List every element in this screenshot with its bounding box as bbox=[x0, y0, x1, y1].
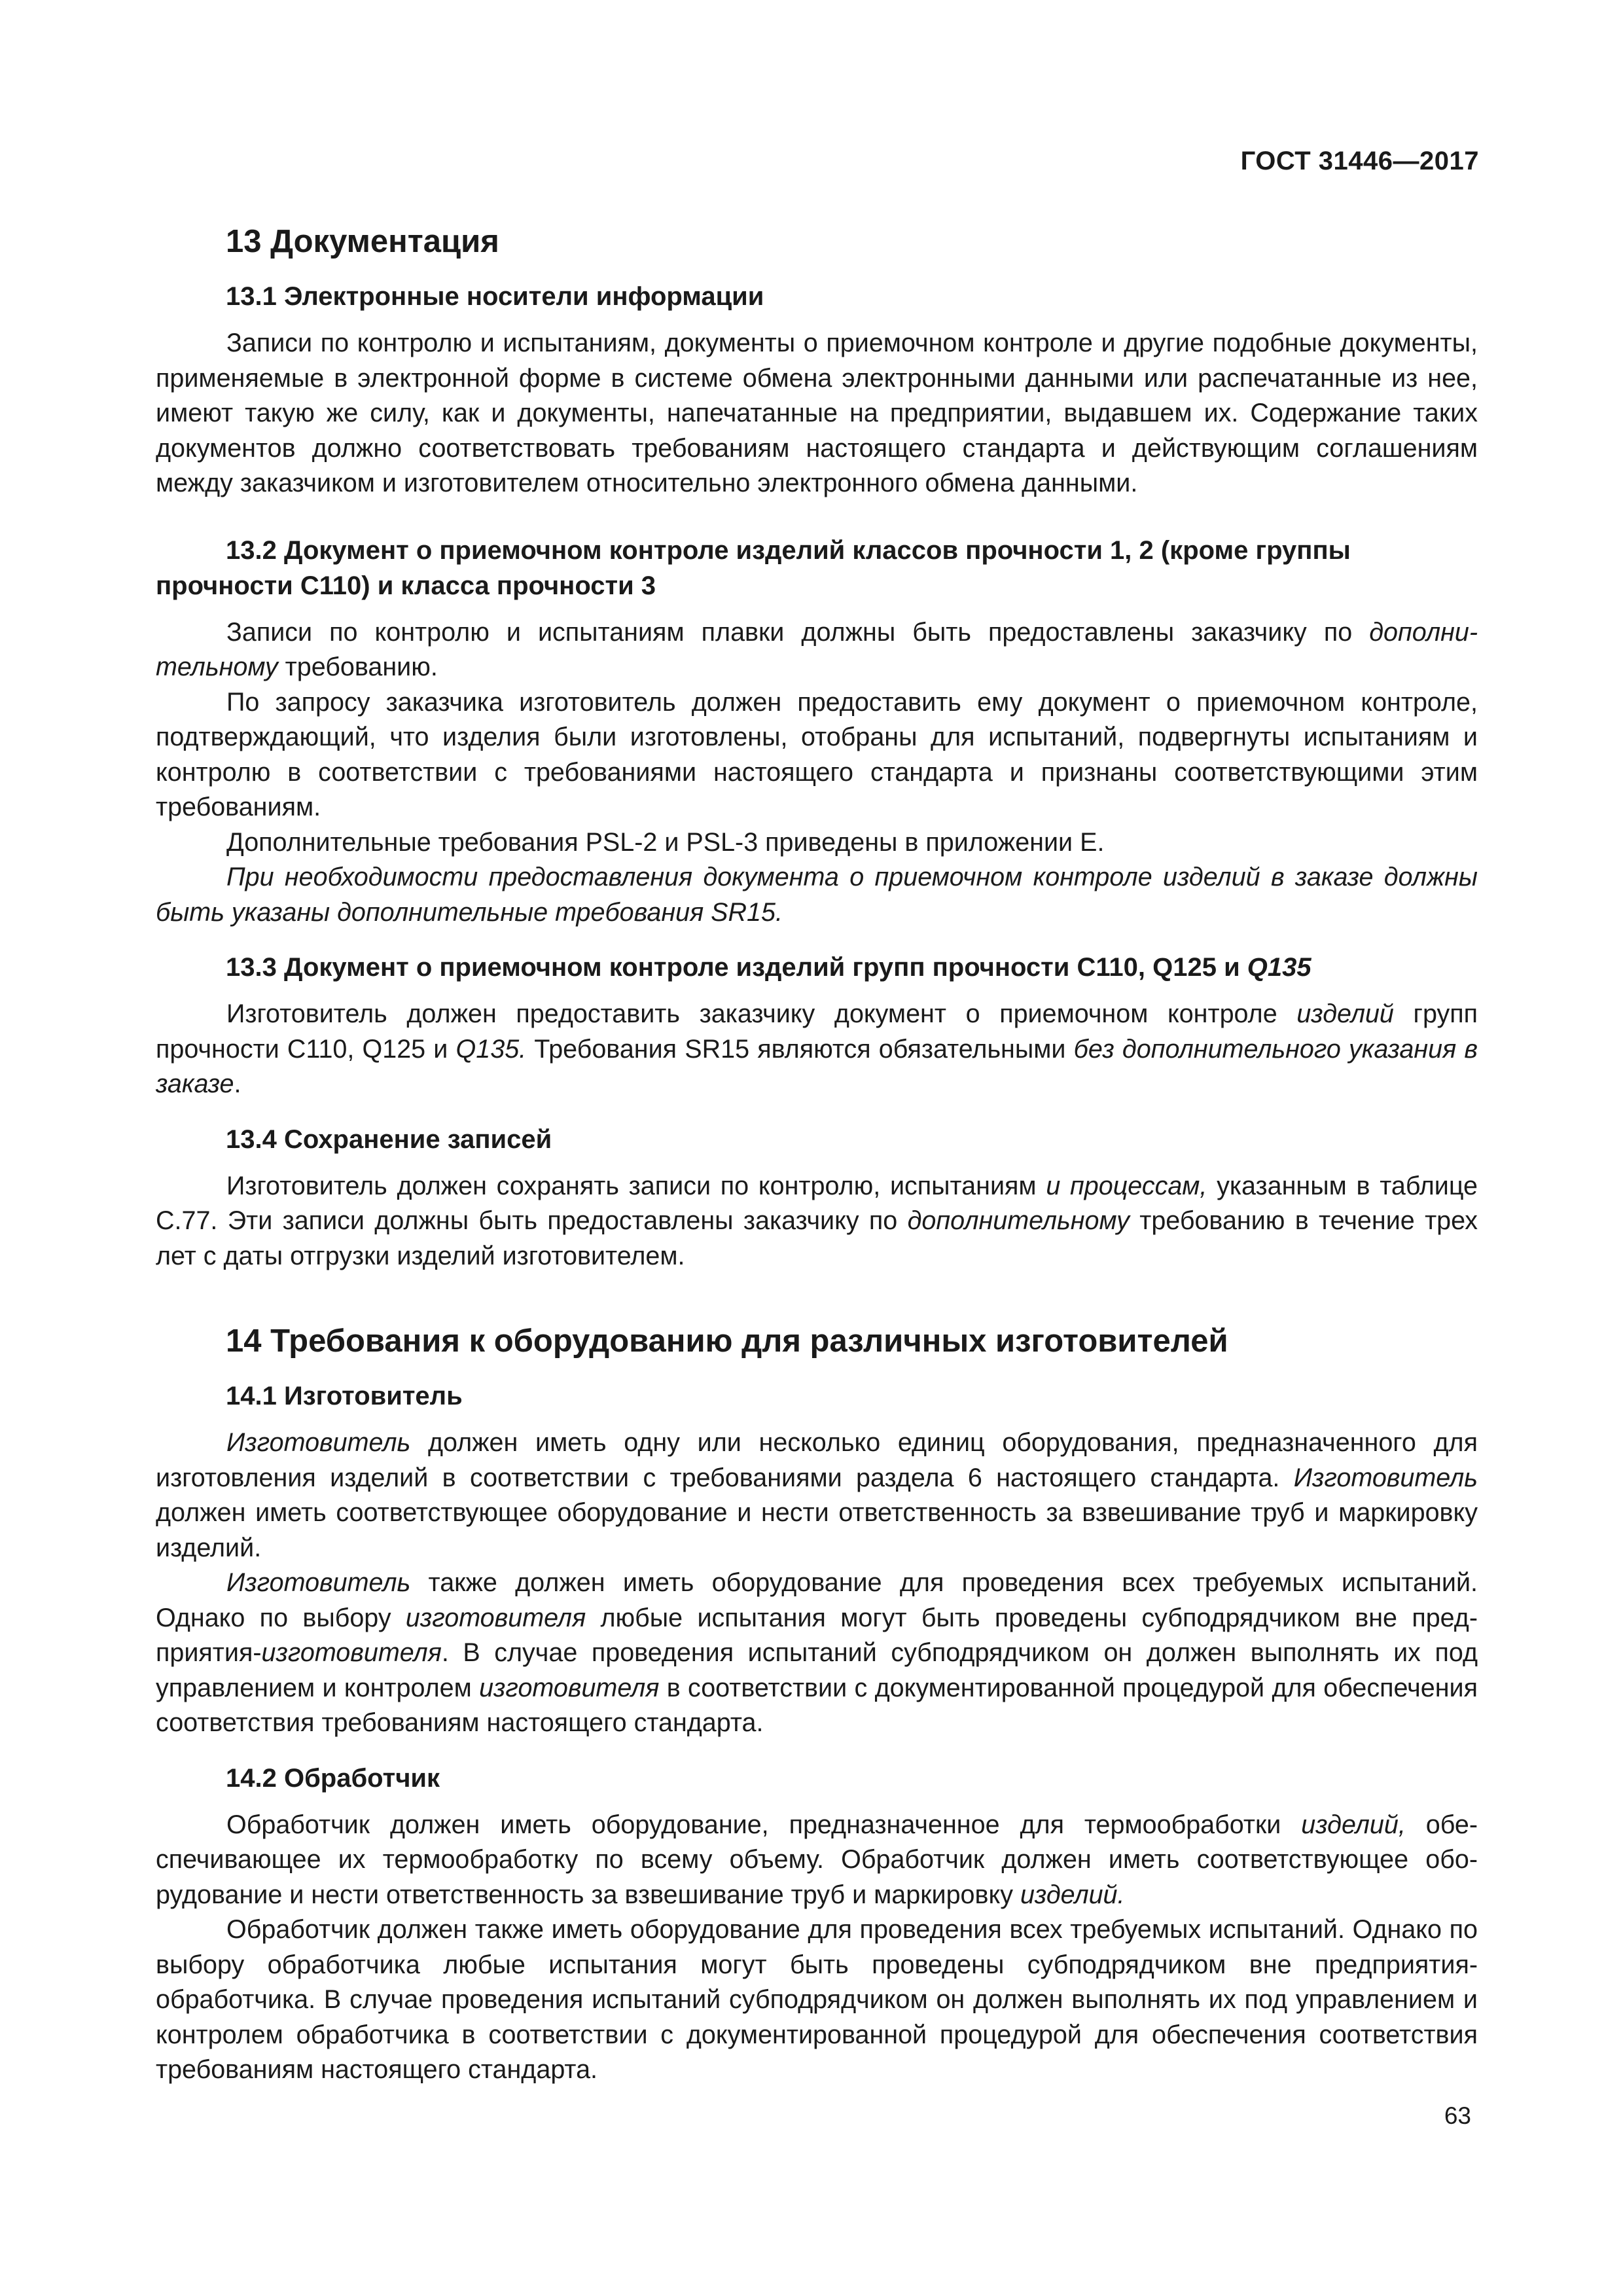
page-number: 63 bbox=[1444, 2102, 1471, 2129]
section-13-title: 13 Документация bbox=[226, 224, 499, 259]
subsection-13-2-title: 13.2 Документ о приемочном контроле изделий классов прочности 1, 2 (кроме группы прочности С110) и класса прочности 3 bbox=[156, 535, 1351, 600]
paragraph-13-2-3: Дополнительные требования PSL-2 и PSL-3 приведены в приложении Е. bbox=[226, 827, 1105, 857]
subsection-14-1-title: 14.1 Изготовитель bbox=[226, 1382, 463, 1410]
paragraph-14-1-2: Изготовитель также должен иметь оборудование для проведения всех требуемых испытаний. Однако по выбору изготовителя любые испытания могут быть проведены субподрядчиком вне предприятия-изготовителя. В случае проведения испытаний субподрядчиком он должен выполнять их под управлением и контролем изготовителя в соответствии с документированной процедурой для обеспечения соответствия требованиям настоящего стандарта. bbox=[156, 1568, 1478, 1737]
paragraph-13-1: Записи по контролю и испытаниям, документы о приемочном контроле и другие подобные документы, применяемые в электронной форме в системе обмена электронными данными или распечатанные из нее, имеют такую же силу, как и документы, напечатанные на предприятии, выдавшем их. Содержание таких документов должно соответствовать требованиям настоящего стандарта и действующим соглашениям между заказчиком и изготовителем относительно электронного обмена данными. bbox=[156, 329, 1478, 497]
paragraph-14-2-2: Обработчик должен также иметь оборудование для проведения всех требуемых испытаний. Однако по выбору обработчика любые испытания могут быть проведены субподрядчиком вне предприятия-обработчика. В случае проведения испытаний субподрядчиком он должен выполнять их под управлением и контролем обработчика в соответствии с документированной процедурой для обеспечения соответствия требованиям настоящего стандарта. bbox=[156, 1915, 1478, 2084]
paragraph-13-4-1: Изготовитель должен сохранять записи по контролю, испытаниям и процессам, указанным в таблице С.77. Эти записи должны быть предоставлены заказчику по дополнительному требованию в течение трех лет с даты отгрузки изделий изготовителем. bbox=[156, 1171, 1478, 1270]
section-14-title: 14 Требования к оборудованию для различных изготовителей bbox=[226, 1323, 1228, 1359]
subsection-13-4-title: 13.4 Сохранение записей bbox=[226, 1124, 552, 1154]
paragraph-13-2-4: При необходимости предоставления документа о приемочном контроле изделий в заказе должны быть указаны дополнительные требования SR15. bbox=[156, 863, 1478, 927]
standard-header: ГОСТ 31446—2017 bbox=[1240, 147, 1479, 175]
subsection-13-3-title: 13.3 Документ о приемочном контроле изделий групп прочности С110, Q125 и Q135 bbox=[226, 953, 1311, 982]
subsection-14-2-title: 14.2 Обработчик bbox=[226, 1763, 440, 1793]
subsection-13-1-title: 13.1 Электронные носители информации bbox=[226, 282, 764, 311]
paragraph-13-3-1: Изготовитель должен предоставить заказчику документ о приемочном контроле изделий групп прочности С110, Q125 и Q135. Требования SR15 являются обязательными без дополнительного указания в заказе. bbox=[156, 999, 1478, 1098]
paragraph-14-1-1: Изготовитель должен иметь одну или несколько единиц оборудования, предназначенного для изготовления изделий в соответствии с требованиями раздела 6 настоящего стандарта. Изготовитель должен иметь соответствующее оборудование и нести ответственность за взвешивание труб и маркировку изделий. bbox=[156, 1428, 1478, 1562]
paragraph-14-2-1: Обработчик должен иметь оборудование, предназначенное для термообработки изделий, обеспечивающее их термообработку по всему объему. Обработчик должен иметь соответствующее оборудование и нести ответственность за взвешивание труб и маркировку изделий. bbox=[156, 1810, 1478, 1909]
paragraph-13-2-2: По запросу заказчика изготовитель должен предоставить ему документ о приемочном контроле, подтверждающий, что изделия были изготовлены, отобраны для испытаний, подвергнуты испытаниям и контролю в соответствии с требованиями настоящего стандарта и признаны соответствующими этим требованиям. bbox=[156, 687, 1478, 821]
paragraph-13-2-1: Записи по контролю и испытаниям плавки должны быть предоставлены заказчику по дополнительному требованию. bbox=[156, 617, 1478, 681]
page-content bbox=[156, 221, 1478, 2088]
